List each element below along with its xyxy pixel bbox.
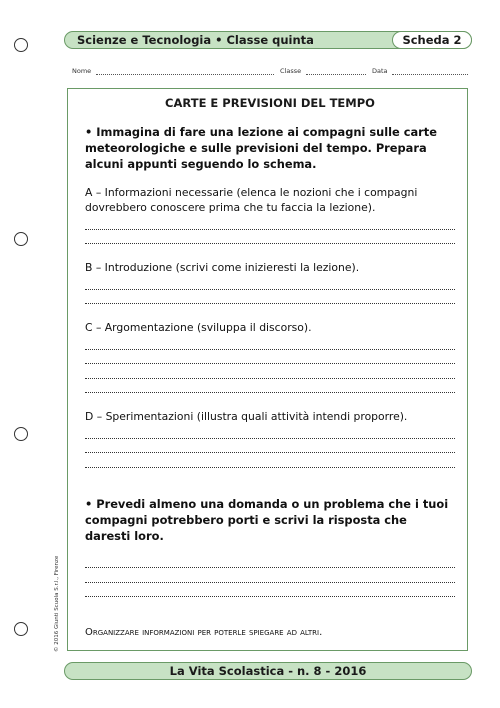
binder-hole-1: [14, 38, 28, 52]
answer-line[interactable]: [85, 290, 455, 305]
nome-label: Nome: [72, 67, 92, 75]
classe-field[interactable]: [306, 67, 366, 75]
data-label: Data: [372, 67, 388, 75]
answer-line[interactable]: [85, 215, 455, 230]
intro-instruction: • Immagina di fare una lezione ai compagni sulle carte meteorologiche e sulle previsioni del tempo. Prepara alcuni appunti seguendo lo schema.: [85, 125, 437, 171]
section-d: [85, 409, 455, 468]
binder-hole-2: [14, 232, 28, 246]
section-a: [85, 185, 455, 244]
header-bar: [64, 31, 472, 49]
section-prompt: B – Introduzione (scrivi come inizieresti la lezione).: [85, 261, 360, 274]
answer-line[interactable]: [85, 554, 455, 569]
copyright-notice: © 2016 Giunti Scuola S.r.l., Firenze: [54, 555, 60, 652]
binder-hole-3: [14, 427, 28, 441]
answer-line[interactable]: [85, 439, 455, 454]
answer-line[interactable]: [85, 350, 455, 365]
section-prompt: D – Sperimentazioni (illustra quali attività intendi proporre).: [85, 410, 408, 423]
section-prompt: A – Informazioni necessarie (elenca le nozioni che i compagni dovrebbero conoscere prima che tu faccia la lezione).: [85, 186, 418, 214]
footer-note: Organizzare informazioni per poterle spiegare ad altri.: [85, 627, 323, 638]
sections-container: [85, 185, 455, 468]
student-info-line: [72, 67, 472, 79]
section-prompt: C – Argomentazione (sviluppa il discorso).: [85, 321, 312, 334]
answer-line[interactable]: [85, 568, 455, 583]
answer-line[interactable]: [85, 424, 455, 439]
answer-line[interactable]: [85, 453, 455, 468]
question-instruction: • Prevedi almeno una domanda o un problema che i tuoi compagni potrebbero porti e scrivi la risposta che daresti loro.: [85, 496, 449, 543]
answer-line[interactable]: [85, 230, 455, 245]
answer-line[interactable]: [85, 583, 455, 598]
answer-line[interactable]: [85, 379, 455, 394]
scheda-tab: Scheda 2: [392, 31, 472, 49]
data-field[interactable]: [392, 67, 468, 75]
nome-field[interactable]: [96, 67, 274, 75]
answer-line[interactable]: [85, 275, 455, 290]
section-c: [85, 320, 455, 393]
section-b: [85, 260, 455, 304]
question-answer-lines: [85, 554, 455, 598]
worksheet-title: CARTE E PREVISIONI DEL TEMPO: [165, 96, 375, 110]
answer-line[interactable]: [85, 364, 455, 379]
binder-hole-4: [14, 622, 28, 636]
footer-bar: La Vita Scolastica - n. 8 - 2016: [64, 662, 472, 680]
worksheet-content: [85, 96, 455, 597]
classe-label: Classe: [280, 67, 302, 75]
answer-line[interactable]: [85, 335, 455, 350]
header-title: Scienze e Tecnologia • Classe quinta: [77, 33, 314, 47]
